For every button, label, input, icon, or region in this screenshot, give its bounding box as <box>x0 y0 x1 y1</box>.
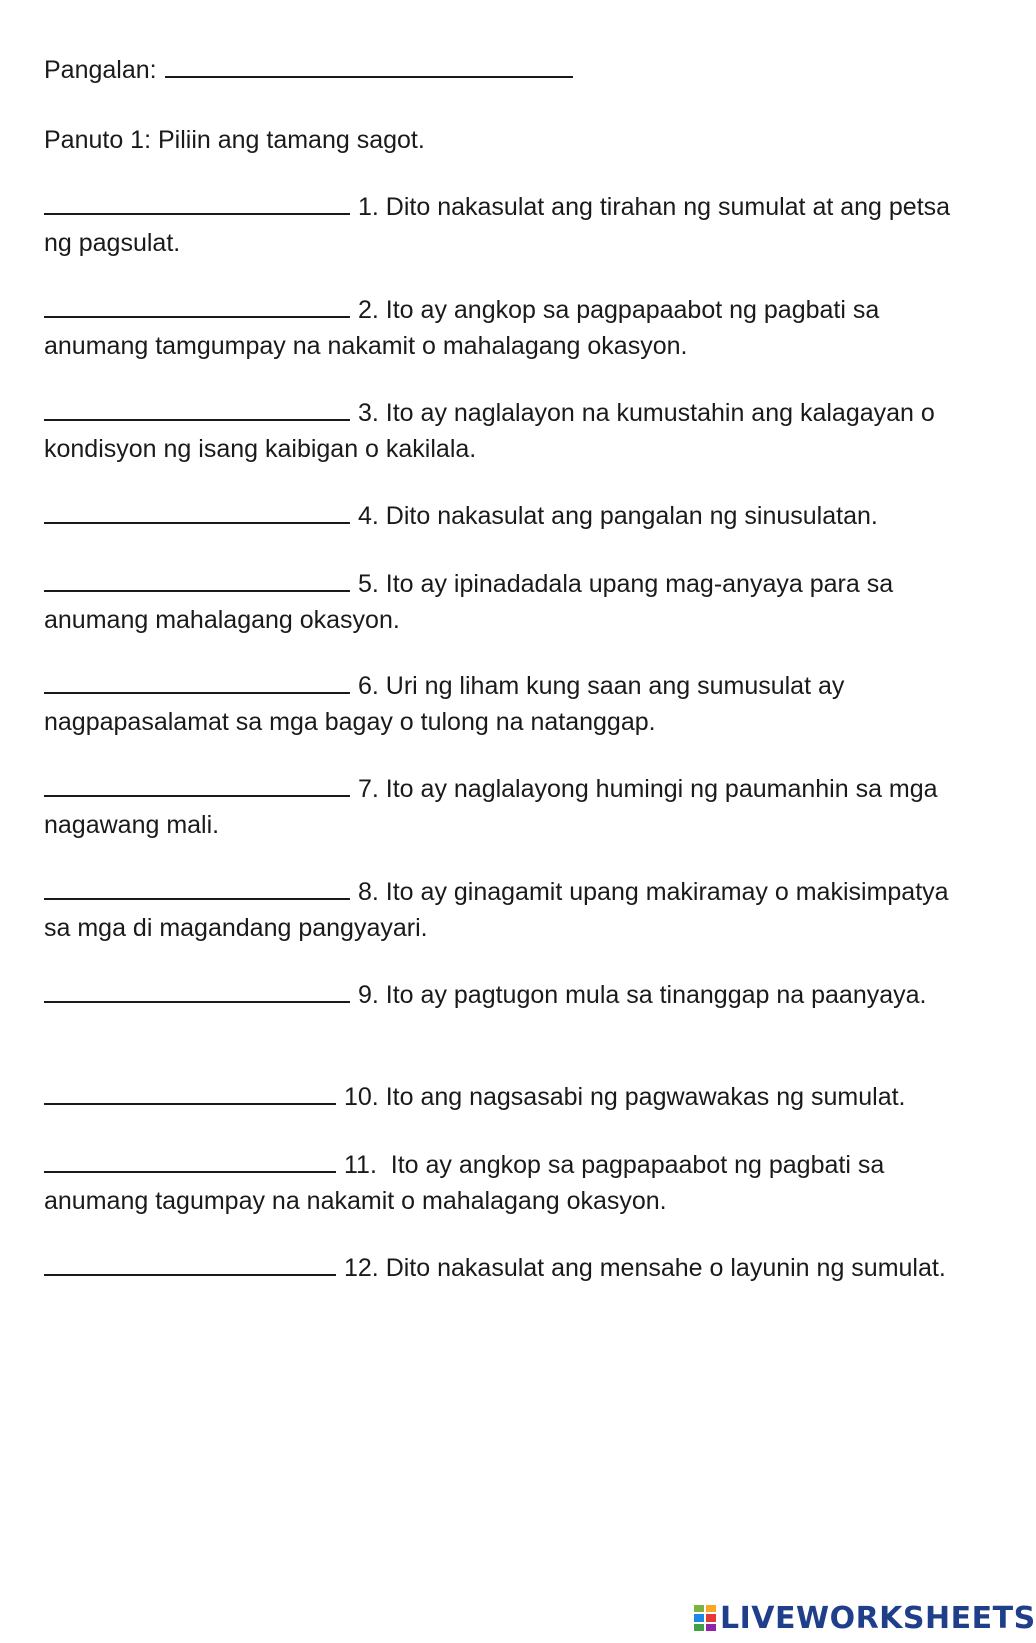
question-item <box>44 1248 954 1286</box>
question-item <box>44 496 954 534</box>
question-text-6: 6. Uri ng liham kung saan ang sumusulat ay nagpapasalamat sa mga bagay o tulong na natanggap. <box>44 672 845 736</box>
answer-blank-11[interactable] <box>44 1145 336 1173</box>
question-text-7: 7. Ito ay naglalayong humingi ng paumanhin sa mga nagawang mali. <box>44 775 938 839</box>
name-row <box>44 50 573 88</box>
answer-blank-4[interactable] <box>44 496 350 524</box>
question-text-11: 11. Ito ay angkop sa pagpapaabot ng pagbati sa anumang tagumpay na nakamit o mahalagang okasyon. <box>44 1151 892 1215</box>
question-item <box>44 1145 954 1219</box>
answer-blank-8[interactable] <box>44 872 350 900</box>
answer-blank-3[interactable] <box>44 393 350 421</box>
question-text-9: 9. Ito ay pagtugon mula sa tinanggap na paanyaya. <box>358 981 927 1009</box>
question-text-4: 4. Dito nakasulat ang pangalan ng sinusulatan. <box>358 502 878 530</box>
answer-blank-1[interactable] <box>44 187 350 215</box>
question-text-2: 2. Ito ay angkop sa pagpapaabot ng pagbati sa anumang tamgumpay na nakamit o mahalagang okasyon. <box>44 296 880 360</box>
question-text-12: 12. Dito nakasulat ang mensahe o layunin ng sumulat. <box>344 1254 946 1282</box>
question-item <box>44 564 954 638</box>
answer-blank-12[interactable] <box>44 1248 336 1276</box>
answer-blank-2[interactable] <box>44 290 350 318</box>
answer-blank-7[interactable] <box>44 769 350 797</box>
instruction-text: Panuto 1: Piliin ang tamang sagot. <box>44 126 425 154</box>
question-item <box>44 290 954 364</box>
question-text-10: 10. Ito ang nagsasabi ng pagwawakas ng sumulat. <box>344 1083 906 1111</box>
brand-name: LIVEWORKSHEETS <box>720 1600 1036 1636</box>
liveworksheets-icon <box>694 1605 716 1631</box>
liveworksheets-logo <box>694 1600 1036 1636</box>
answer-blank-10[interactable] <box>44 1077 336 1105</box>
question-item <box>44 393 954 467</box>
question-item <box>44 666 954 740</box>
name-label: Pangalan: <box>44 56 157 84</box>
question-item <box>44 872 954 946</box>
answer-blank-9[interactable] <box>44 975 350 1003</box>
question-item <box>44 187 954 261</box>
question-item <box>44 975 954 1013</box>
question-text-5: 5. Ito ay ipinadadala upang mag-anyaya para sa anumang mahalagang okasyon. <box>44 570 894 634</box>
question-text-8: 8. Ito ay ginagamit upang makiramay o makisimpatya sa mga di magandang pangyayari. <box>44 878 949 942</box>
name-answer-blank[interactable] <box>165 50 573 78</box>
question-text-1: 1. Dito nakasulat ang tirahan ng sumulat at ang petsa ng pagsulat. <box>44 193 951 257</box>
answer-blank-5[interactable] <box>44 564 350 592</box>
question-text-3: 3. Ito ay naglalayon na kumustahin ang kalagayan o kondisyon ng isang kaibigan o kakilala. <box>44 399 935 463</box>
question-item <box>44 1077 954 1115</box>
answer-blank-6[interactable] <box>44 666 350 694</box>
question-item <box>44 769 954 843</box>
